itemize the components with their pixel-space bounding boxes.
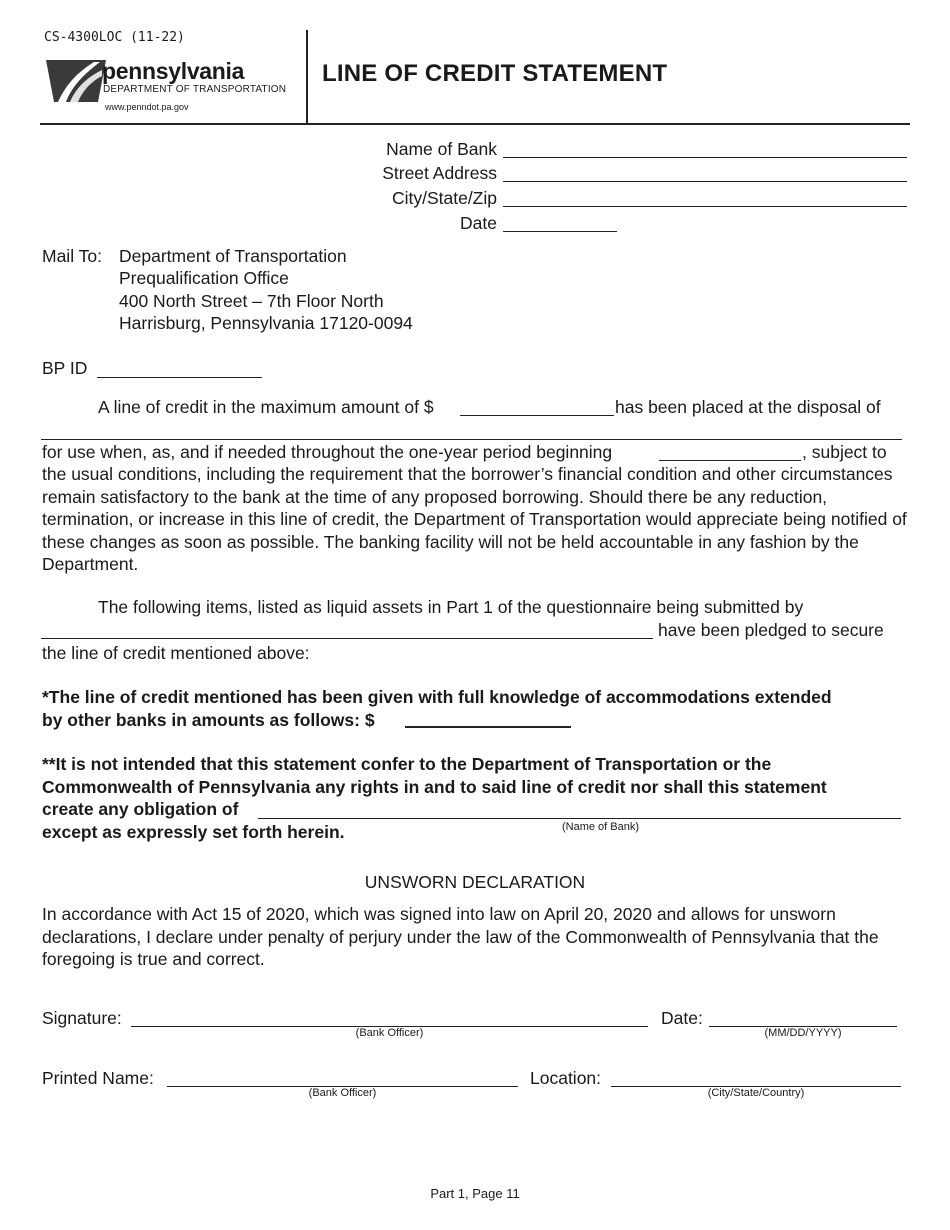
- knowledge-line-2: by other banks in amounts as follows: $: [42, 710, 375, 730]
- one-year-period-text: for use when, as, and if needed throughout the one-year period beginning: [42, 442, 613, 462]
- date-label: Date: [460, 213, 497, 233]
- submitter-name-field[interactable]: [41, 638, 653, 639]
- obligation-bank-name-field[interactable]: [258, 818, 901, 819]
- liquid-assets-text: The following items, listed as liquid assets in Part 1 of the questionnaire being submitted by: [98, 597, 804, 617]
- line-of-credit-mentioned-text: the line of credit mentioned above:: [42, 643, 310, 663]
- name-of-bank-caption: (Name of Bank): [562, 821, 640, 833]
- page-title: LINE OF CREDIT STATEMENT: [322, 60, 668, 87]
- credit-amount-field[interactable]: [460, 415, 614, 416]
- printed-name-label: Printed Name:: [42, 1068, 154, 1088]
- date-field[interactable]: [503, 231, 617, 232]
- name-of-bank-field[interactable]: [503, 157, 907, 158]
- other-banks-amount-field[interactable]: [405, 726, 571, 728]
- header-divider: [306, 30, 308, 125]
- department-name: DEPARTMENT OF TRANSPORTATION: [103, 84, 287, 95]
- keystone-logo-icon: [44, 54, 108, 104]
- declaration-heading: UNSWORN DECLARATION: [364, 872, 586, 892]
- mail-to-line-3: 400 North Street – 7th Floor North: [119, 291, 384, 311]
- not-intended-line-4: except as expressly set forth herein.: [42, 822, 345, 842]
- printed-name-caption: (Bank Officer): [308, 1087, 377, 1099]
- credit-amount-text: A line of credit in the maximum amount of $: [98, 397, 434, 417]
- not-intended-line-3: create any obligation of: [42, 799, 239, 819]
- street-address-field[interactable]: [503, 181, 907, 182]
- brand-name: pennsylvania: [102, 58, 245, 84]
- mail-to-label: Mail To:: [42, 246, 102, 266]
- mail-to-line-1: Department of Transportation: [119, 246, 347, 266]
- declaration-paragraph: In accordance with Act 15 of 2020, which was signed into law on April 20, 2020 and allows for unsworn declarations, I declare under penalty of perjury under the law of the Commonwealth of Pennsylvania that the foregoing is true and correct.: [42, 904, 879, 969]
- signature-date-caption: (MM/DD/YYYY): [764, 1027, 842, 1039]
- signature-caption: (Bank Officer): [355, 1027, 424, 1039]
- knowledge-line-1: *The line of credit mentioned has been given with full knowledge of accommodations extended: [42, 687, 832, 707]
- signature-label: Signature:: [42, 1008, 122, 1028]
- pledged-text: have been pledged to secure: [658, 620, 884, 640]
- name-of-bank-label: Name of Bank: [386, 139, 497, 159]
- not-intended-line-1: **It is not intended that this statement confer to the Department of Transportation or the: [42, 754, 772, 774]
- website-link[interactable]: www.penndot.pa.gov: [105, 102, 189, 112]
- disposal-text: has been placed at the disposal of: [615, 397, 881, 417]
- location-caption: (City/State/Country): [707, 1087, 805, 1099]
- street-address-label: Street Address: [382, 163, 497, 183]
- form-code: CS-4300LOC (11-22): [44, 30, 185, 45]
- period-beginning-field[interactable]: [659, 460, 801, 461]
- page-number: Part 1, Page 11: [430, 1186, 520, 1201]
- bp-id-field[interactable]: [97, 377, 262, 378]
- borrower-name-field[interactable]: [41, 439, 902, 440]
- mail-to-line-4: Harrisburg, Pennsylvania 17120-0094: [119, 313, 413, 333]
- mail-to-line-2: Prequalification Office: [119, 268, 289, 288]
- city-state-zip-field[interactable]: [503, 206, 907, 207]
- city-state-zip-label: City/State/Zip: [391, 188, 497, 208]
- credit-conditions-paragraph: the usual conditions, including the requirement that the borrower’s financial condition and other circumstances remain satisfactory to the bank at the time of any proposed borrowing. Should there be any reduction, termination, or increase in this line of credit, the Department of Transportation would appreciate being notified of these changes as soon as possible. The banking facility will not be held accountable in any fashion by the Department.: [42, 464, 907, 574]
- subject-to-text: , subject to: [802, 442, 887, 462]
- bp-id-label: BP ID: [42, 358, 88, 378]
- not-intended-line-2: Commonwealth of Pennsylvania any rights in and to said line of credit nor shall this statement: [42, 777, 827, 797]
- location-label: Location:: [530, 1068, 602, 1088]
- header-rule: [40, 123, 910, 125]
- signature-date-label: Date:: [661, 1008, 703, 1028]
